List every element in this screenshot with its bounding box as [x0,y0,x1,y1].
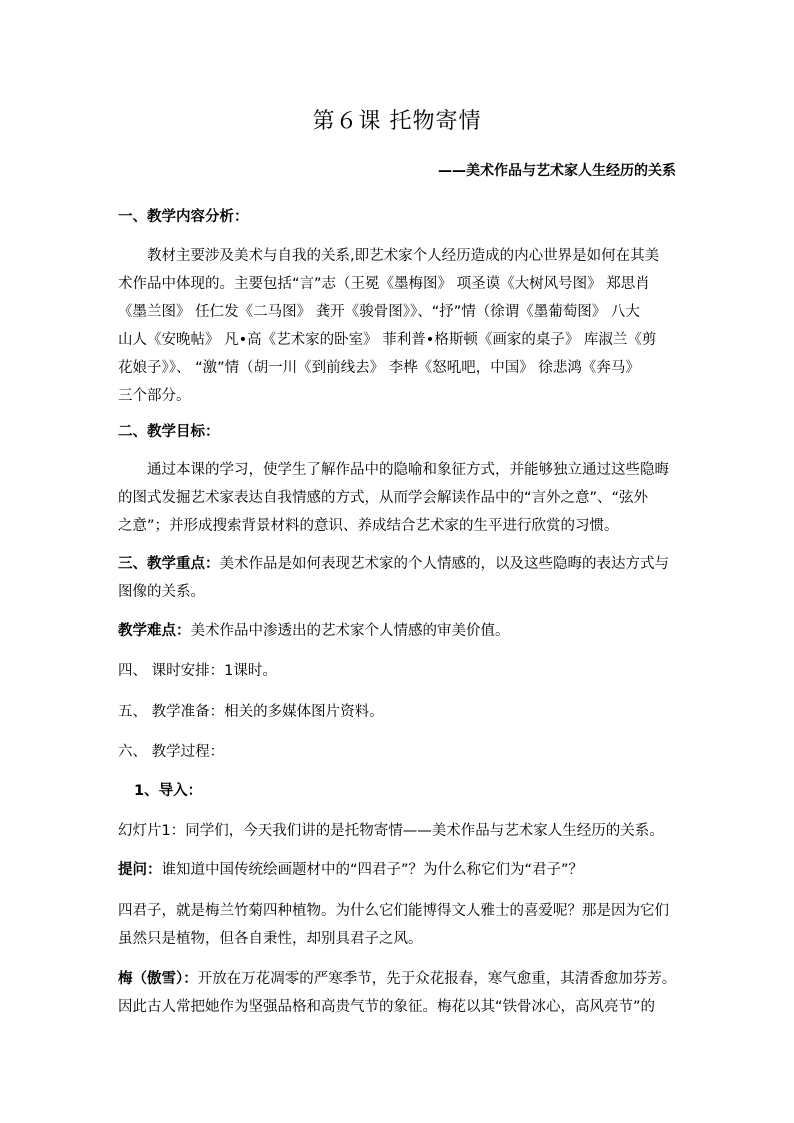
difficulty-label: 教学难点： [118,623,191,639]
question-text: 谁知道中国传统绘画题材中的“四君子”？为什么称它们为“君子”？ [161,862,584,878]
question-label: 提问： [118,862,162,878]
paragraph-line: 虽然只是植物，但各自秉性，却别具君子之风。 [118,931,423,947]
objectives-paragraph [118,456,678,540]
paragraph-line: 教材主要涉及美术与自我的关系,即艺术家个人经历造成的内心世界是如何在其美 [147,248,660,264]
section-heading-objectives: 二、教学目标： [118,424,220,440]
lesson-subtitle: ——美术作品与艺术家人生经历的关系 [438,163,676,179]
key-points-paragraph [118,550,678,606]
paragraph-line: 幻灯片1：同学们，今天我们讲的是托物寄情——美术作品与艺术家人生经历的关系。 [118,823,664,839]
plum-label: 梅（傲雪）： [118,971,198,987]
paragraph-line: 因此古人常把她作为坚强品格和高贵气节的象征。梅花以其“铁骨冰心，高风亮节”的 [118,999,656,1015]
preparation-line: 五、 教学准备：相关的多媒体图片资料。 [118,704,384,720]
content-analysis-paragraph [118,242,678,410]
plum-text: 开放在万花凋零的严寒季节，先于众花报春，寒气愈重，其清香愈加芬芳。 [197,971,677,987]
paragraph-line [118,550,678,578]
paragraph-line: 之意”；并形成搜索背景材料的意识、养成结合艺术家的生平进行欣赏的习惯。 [118,518,619,534]
paragraph-line: 的图式发掘艺术家表达自我情感的方式，从而学会解读作品中的“言外之意”、“弦外 [118,490,649,506]
paragraph-line: 术作品中体现的。主要包括“言”志（王冕《墨梅图》 项圣谟《大树风号图》 郑思肖 [118,276,650,292]
paragraph-line: 花娘子》》、 “激”情（胡一川《到前线去》 李桦《怒吼吧，中国》 徐悲鸿《奔马》 [118,360,640,376]
slide1-line [118,817,678,845]
key-points-text: 美术作品是如何表现艺术家的个人情感的，以及这些隐晦的表达方式与 [219,556,669,572]
paragraph-line [118,965,678,993]
intro-heading: 1、导入： [134,783,203,799]
schedule-line: 四、 课时安排：1课时。 [118,663,277,679]
lesson-title: 第６课 托物寄情 [312,109,482,134]
paragraph-line: 山人《安晚帖》 凡•高《艺术家的卧室》 菲利普•格斯顿《画家的桌子》 库淑兰《剪 [118,332,657,348]
paragraph-line: 通过本课的学习，使学生了解作品中的隐喻和象征方式，并能够独立通过这些隐晦 [147,462,669,478]
difficulty-paragraph [118,617,678,645]
four-gentlemen-paragraph [118,897,678,953]
process-line: 六、 教学过程： [118,744,225,760]
question-paragraph [118,856,678,884]
key-points-label: 三、教学重点： [118,556,220,572]
paragraph-line: 四君子，就是梅兰竹菊四种植物。为什么它们能博得文人雅士的喜爱呢？那是因为它们 [118,903,669,919]
paragraph-line: 图像的关系。 [118,584,205,600]
plum-paragraph [118,965,678,1021]
difficulty-text: 美术作品中渗透出的艺术家个人情感的审美价值。 [190,623,510,639]
paragraph-line: 三个部分。 [118,388,191,404]
paragraph-line: 《墨兰图》 任仁发《二马图》 龚开《骏骨图》》、“抒”情（徐谓《墨葡萄图》 八大 [118,304,640,320]
section-heading-content-analysis: 一、教学内容分析： [118,209,249,225]
